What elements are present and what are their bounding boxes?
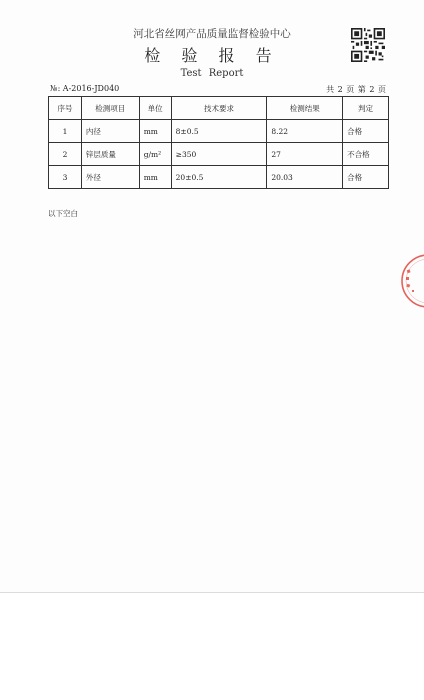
- official-seal-icon: [398, 252, 424, 310]
- row-requirement: ≥350: [171, 143, 267, 166]
- report-title: 检 验 报 告: [144, 46, 280, 65]
- row-no: 2: [49, 143, 82, 166]
- blank-below-note: 以下空白: [48, 209, 78, 218]
- table-row: [49, 166, 389, 189]
- row-requirement: 20±0.5: [171, 166, 267, 189]
- row-unit: g/m²: [139, 143, 171, 166]
- header-cell-item: 检测项目: [81, 97, 139, 120]
- organization-name: 河北省丝网产品质量监督检验中心: [133, 28, 291, 40]
- row-unit: mm: [139, 166, 171, 189]
- header-cell-no: 序号: [49, 97, 82, 120]
- row-item: 内径: [81, 120, 139, 143]
- table-header-row: [49, 97, 389, 120]
- row-verdict: 合格: [343, 166, 389, 189]
- header-cell-unit: 单位: [139, 97, 171, 120]
- qr-code-icon: [351, 28, 385, 62]
- row-result: 8.22: [267, 120, 343, 143]
- header-cell-verdict: 判定: [343, 97, 389, 120]
- row-requirement: 8±0.5: [171, 120, 267, 143]
- row-item: 外径: [81, 166, 139, 189]
- header-cell-requirement: 技术要求: [171, 97, 267, 120]
- row-no: 3: [49, 166, 82, 189]
- row-unit: mm: [139, 120, 171, 143]
- row-verdict: 不合格: [343, 143, 389, 166]
- row-result: 20.03: [267, 166, 343, 189]
- table-row: [49, 143, 389, 166]
- row-item: 锌层质量: [81, 143, 139, 166]
- row-verdict: 合格: [343, 120, 389, 143]
- table-row: [49, 120, 389, 143]
- test-results-table: [48, 96, 389, 189]
- report-subtitle: Test Report: [180, 68, 244, 79]
- page-info: 共 2 页 第 2 页: [326, 85, 386, 94]
- row-no: 1: [49, 120, 82, 143]
- row-result: 27: [267, 143, 343, 166]
- header-cell-result: 检测结果: [267, 97, 343, 120]
- report-number: №: A-2016-JD040: [50, 84, 120, 93]
